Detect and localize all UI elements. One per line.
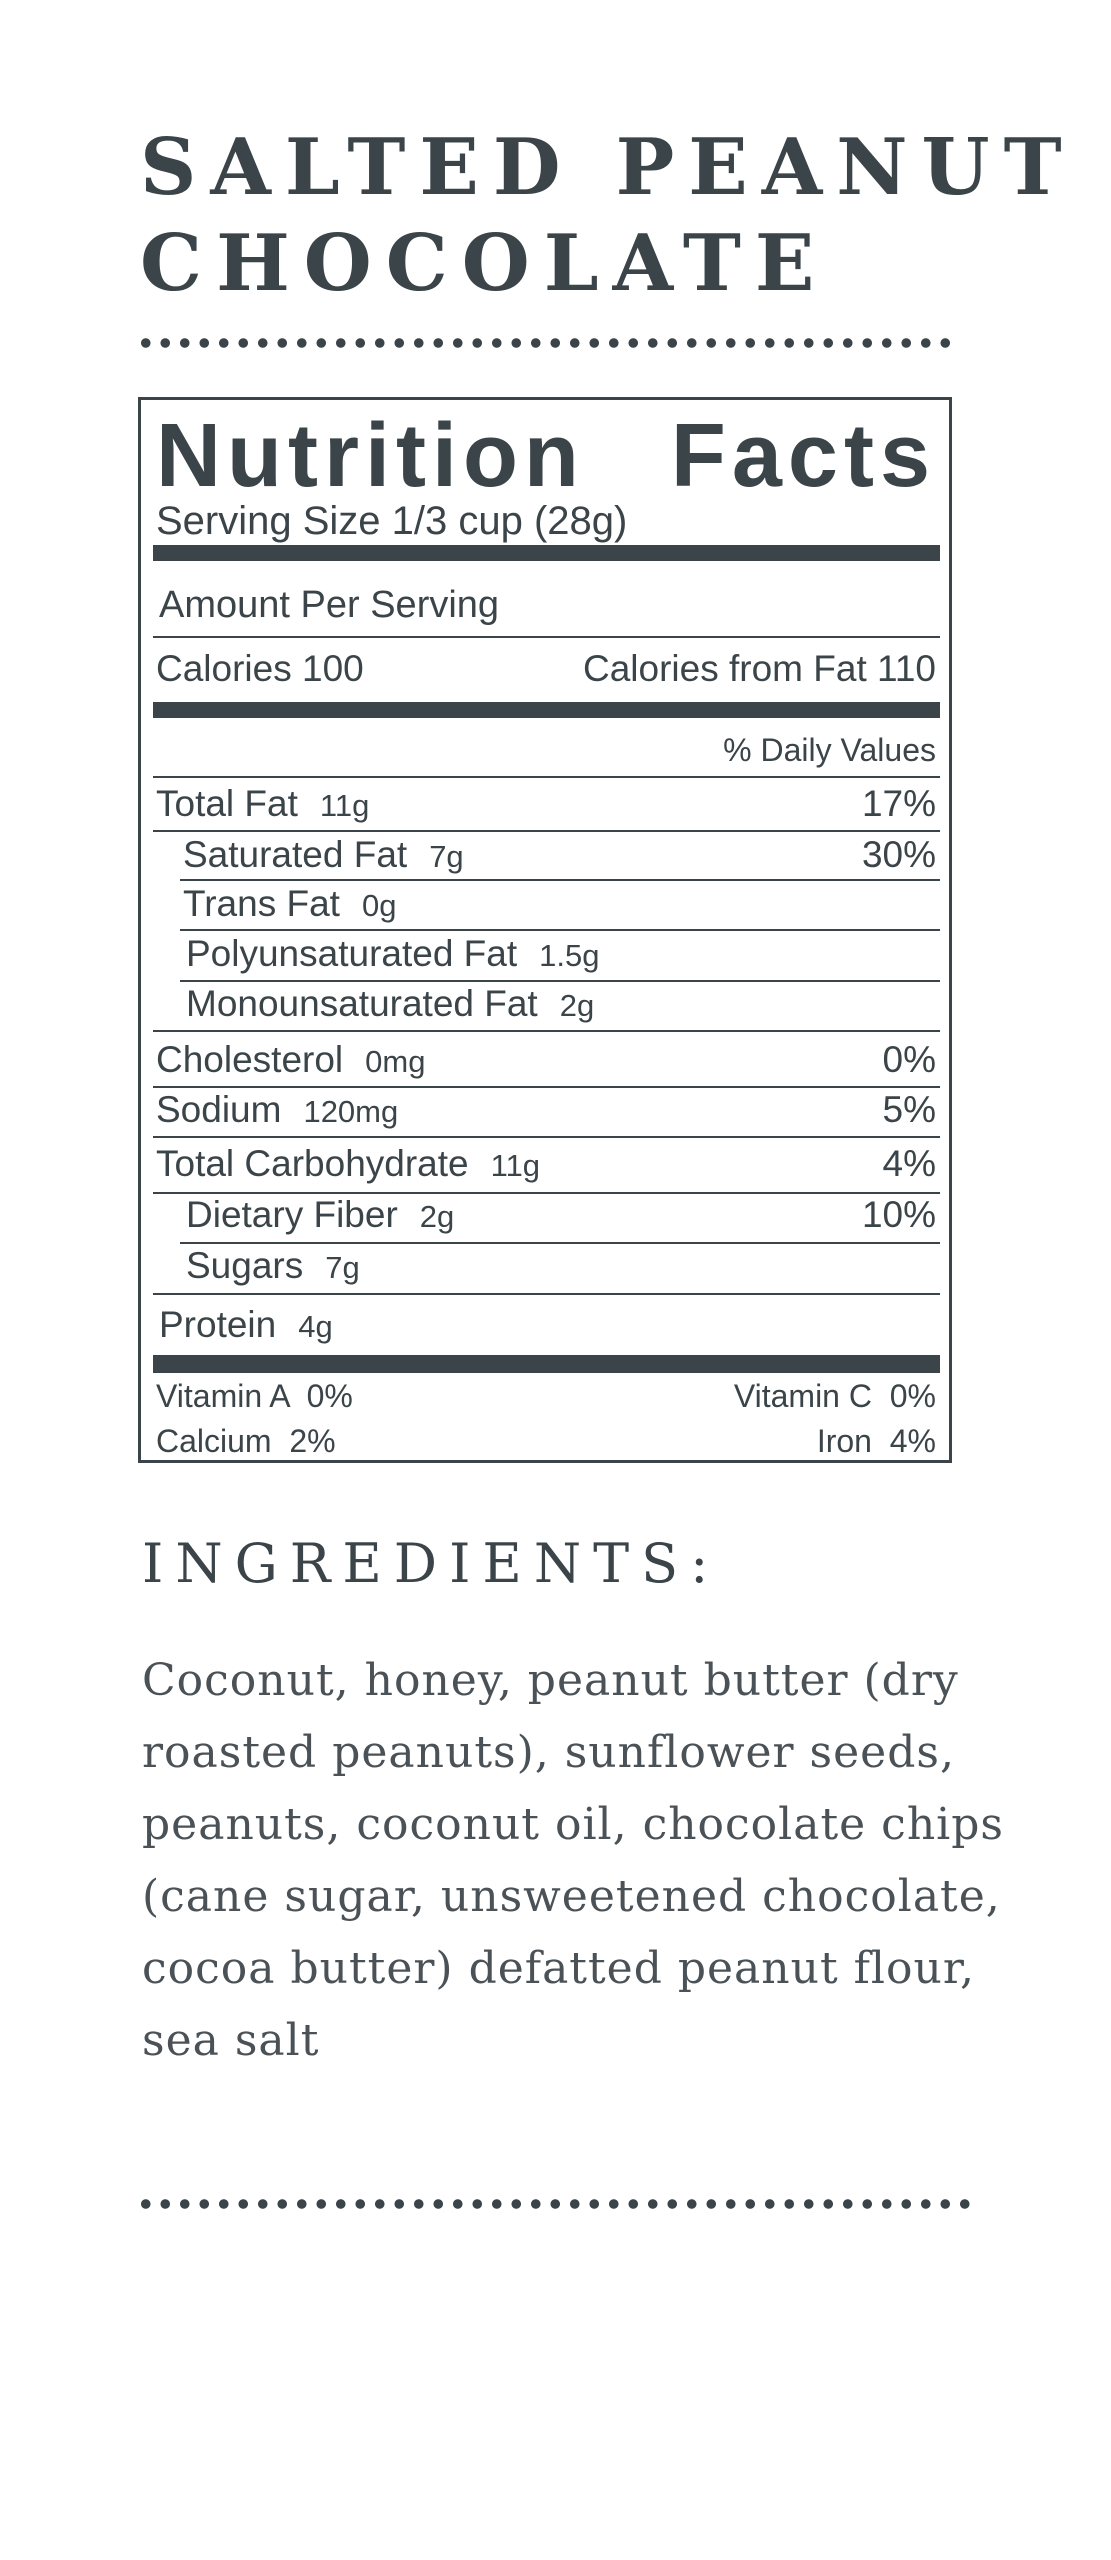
nutrient-row-saturated-fat: Saturated Fat 7g 30% [183,832,936,880]
vitamin-a: Vitamin A 0% [156,1378,353,1414]
dotted-divider-bottom [136,2198,972,2210]
thick-divider [153,702,940,718]
divider [153,1136,940,1138]
daily-value: 5% [882,1089,936,1130]
daily-values-header: % Daily Values [723,732,936,768]
thick-divider [153,545,940,561]
vitamins-row [156,1376,936,1416]
nutrition-facts-title-word-1: Nutrition [156,406,585,506]
dotted-divider-top [136,337,956,349]
ingredients-text: Coconut, honey, peanut butter (dry roasted peanuts), sunflower seeds, peanuts, coconut oil, chocolate chips (cane sugar, unsweetened chocolate, cocoa butter) defatted peanut flour, sea salt [142,1655,1004,2066]
product-title-line-1: SALTED PEANUT [140,122,1076,213]
nutrient-row-protein: Protein 4g [159,1304,333,1345]
divider [153,776,940,778]
divider [153,1030,940,1032]
daily-value: 4% [882,1143,936,1184]
nutrient-row-sugars: Sugars 7g [186,1245,360,1286]
nutrition-facts-title [156,406,936,506]
divider [153,636,940,638]
serving-size: Serving Size 1/3 cup (28g) [156,499,628,543]
nutrient-row-total-fat: Total Fat 11g 17% [156,781,936,829]
calories-from-fat: Calories from Fat 110 [583,648,936,689]
calories: Calories 100 [156,648,364,689]
nutrient-row-monounsaturated-fat: Monounsaturated Fat 2g [186,983,595,1024]
nutrient-row-total-carbohydrate: Total Carbohydrate 11g 4% [156,1141,936,1189]
nutrient-row-trans-fat: Trans Fat 0g [183,883,397,924]
calcium: Calcium 2% [156,1423,336,1459]
iron: Iron 4% [816,1423,936,1459]
daily-value: 0% [882,1039,936,1080]
divider [153,1293,940,1295]
amount-per-serving: Amount Per Serving [159,584,500,626]
ingredients-title: INGREDIENTS: [142,1532,721,1595]
daily-value: 30% [861,834,936,875]
nutrition-facts-title-word-2: Facts [670,406,936,506]
nutrition-facts-panel [138,397,952,1463]
daily-value: 10% [861,1194,936,1235]
nutrient-row-polyunsaturated-fat: Polyunsaturated Fat 1.5g [186,933,600,974]
calories-row [156,646,936,692]
product-title [140,120,1080,312]
nutrient-row-sodium: Sodium 120mg 5% [156,1087,936,1135]
vitamin-c: Vitamin C 0% [733,1378,936,1414]
minerals-row [156,1421,936,1461]
thick-divider [153,1355,940,1373]
daily-value: 17% [861,783,936,824]
product-title-line-2: CHOCOLATE [140,218,829,309]
nutrient-row-dietary-fiber: Dietary Fiber 2g 10% [186,1192,936,1240]
nutrient-row-cholesterol: Cholesterol 0mg 0% [156,1037,936,1085]
